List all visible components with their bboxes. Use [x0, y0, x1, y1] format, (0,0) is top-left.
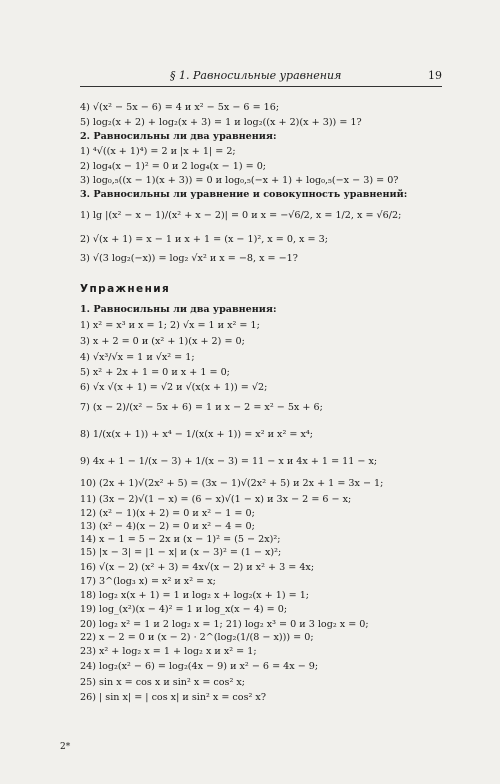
- exercise-line: 3) x + 2 = 0 и (x² + 1)(x + 2) = 0;: [80, 336, 245, 347]
- problem-line: 1) lg |(x² − x − 1)/(x² + x − 2)| = 0 и x = −√6/2, x = 1/2, x = √6/2;: [80, 210, 402, 221]
- exercise-heading: 1. Равносильны ли два уравнения:: [80, 304, 277, 315]
- exercise-line: 16) √(x − 2) (x² + 3) = 4x√(x − 2) и x² + 3 = 4x;: [80, 562, 315, 573]
- problem-line: 5) log₂(x + 2) + log₂(x + 3) = 1 и log₂((x + 2)(x + 3)) = 1?: [80, 117, 362, 128]
- problem-heading: 3. Равносильны ли уравнение и совокупность уравнений:: [80, 189, 408, 200]
- exercise-line: 11) (3x − 2)√(1 − x) = (6 − x)√(1 − x) и 3x − 2 = 6 − x;: [80, 494, 352, 505]
- problem-heading: 2. Равносильны ли два уравнения:: [80, 131, 277, 142]
- exercise-line: 25) sin x = cos x и sin² x = cos² x;: [80, 677, 246, 688]
- exercise-line: 22) x − 2 = 0 и (x − 2) · 2^(log₂(1/(8 − x))) = 0;: [80, 632, 314, 643]
- exercise-line: 8) 1/(x(x + 1)) + x⁴ − 1/(x(x + 1)) = x² и x² = x⁴;: [80, 429, 313, 440]
- exercise-line: 1) x² = x³ и x = 1; 2) √x = 1 и x² = 1;: [80, 320, 260, 331]
- problem-line: 3) log₀,₅((x − 1)(x + 3)) = 0 и log₀,₅(−x + 1) + log₀,₅(−x − 3) = 0?: [80, 175, 399, 186]
- problem-line: 2) log₄(x − 1)² = 0 и 2 log₄(x − 1) = 0;: [80, 161, 267, 172]
- header-rule: [80, 86, 442, 87]
- problem-line: 1) ⁴√((x + 1)⁴) = 2 и |x + 1| = 2;: [80, 146, 236, 157]
- exercise-line: 23) x² + log₂ x = 1 + log₂ x и x² = 1;: [80, 646, 257, 657]
- exercise-line: 4) √x³/√x = 1 и √x² = 1;: [80, 352, 195, 363]
- exercise-line: 15) |x − 3| = |1 − x| и (x − 3)² = (1 − x)²;: [80, 547, 282, 558]
- exercise-line: 20) log₂ x² = 1 и 2 log₂ x = 1; 21) log₂ x³ = 0 и 3 log₂ x = 0;: [80, 619, 369, 630]
- exercise-line: 6) √x √(x + 1) = √2 и √(x(x + 1)) = √2;: [80, 382, 268, 393]
- exercise-line: 24) log₂(x² − 6) = log₂(4x − 9) и x² − 6 = 4x − 9;: [80, 661, 319, 672]
- signature-mark: 2*: [60, 742, 71, 752]
- exercise-line: 7) (x − 2)/(x² − 5x + 6) = 1 и x − 2 = x² − 5x + 6;: [80, 402, 323, 413]
- exercise-line: 14) x − 1 = 5 − 2x и (x − 1)² = (5 − 2x)²;: [80, 534, 281, 545]
- exercise-line: 17) 3^(log₃ x) = x² и x² = x;: [80, 576, 216, 587]
- exercise-line: 9) 4x + 1 − 1/(x − 3) + 1/(x − 3) = 11 − x и 4x + 1 = 11 − x;: [80, 456, 378, 467]
- exercise-line: 18) log₂ x(x + 1) = 1 и log₂ x + log₂(x + 1) = 1;: [80, 590, 310, 601]
- exercise-line: 10) (2x + 1)√(2x² + 5) = (3x − 1)√(2x² + 5) и 2x + 1 = 3x − 1;: [80, 478, 384, 489]
- running-title: § 1. Равносильные уравнения: [170, 69, 342, 82]
- exercise-line: 13) (x² − 4)(x − 2) = 0 и x² − 4 = 0;: [80, 521, 255, 532]
- problem-line: 3) √(3 log₂(−x)) = log₂ √x² и x = −8, x = −1?: [80, 253, 298, 264]
- problem-line: 2) √(x + 1) = x − 1 и x + 1 = (x − 1)², x = 0, x = 3;: [80, 234, 328, 245]
- exercise-line: 12) (x² − 1)(x + 2) = 0 и x² − 1 = 0;: [80, 508, 255, 519]
- problem-line: 4) √(x² − 5x − 6) = 4 и x² − 5x − 6 = 16;: [80, 102, 280, 113]
- exercise-line: 19) log_(x²)(x − 4)² = 1 и log_x(x − 4) = 0;: [80, 604, 288, 615]
- section-title: Упражнения: [80, 283, 171, 295]
- page-number: 19: [428, 69, 442, 82]
- exercise-line: 5) x² + 2x + 1 = 0 и x + 1 = 0;: [80, 367, 230, 378]
- exercise-line: 26) | sin x| = | cos x| и sin² x = cos² x?: [80, 692, 266, 703]
